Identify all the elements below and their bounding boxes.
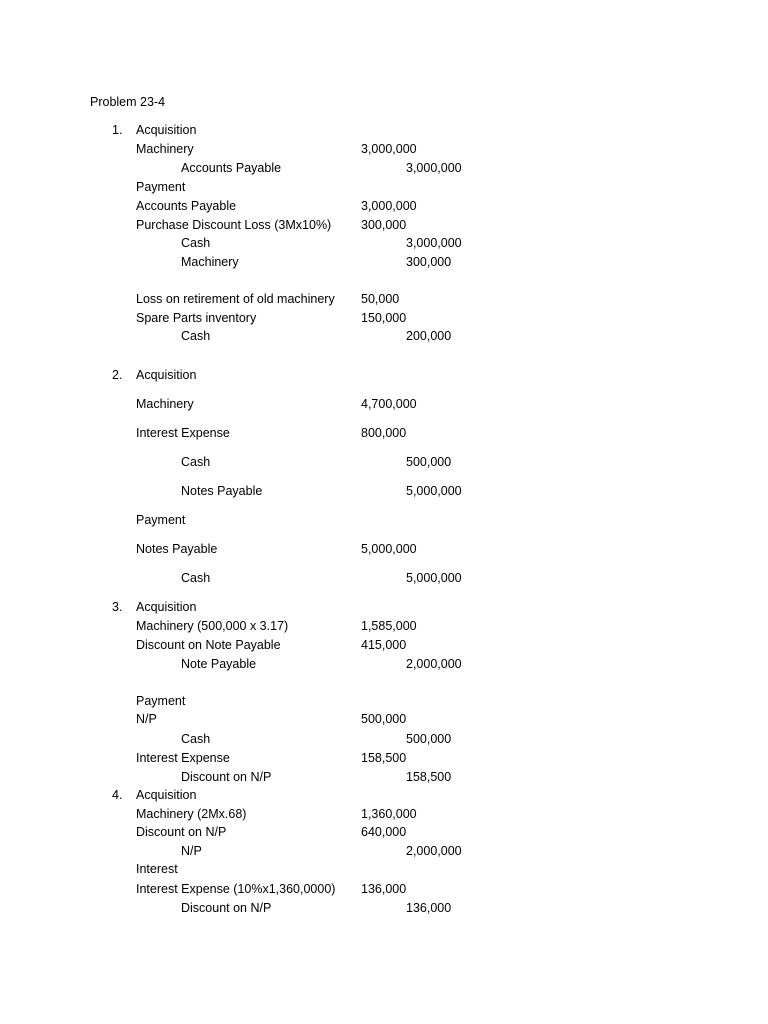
credit-amount: 300,000 bbox=[406, 255, 452, 269]
journal-line bbox=[0, 179, 768, 195]
account-label: Purchase Discount Loss (3Mx10%) bbox=[136, 218, 332, 232]
credit-account: N/P bbox=[181, 844, 202, 858]
credit-account: Accounts Payable bbox=[181, 161, 282, 175]
journal-line bbox=[0, 122, 768, 138]
credit-account: Cash bbox=[181, 236, 211, 250]
account-label: Discount on Note Payable bbox=[136, 638, 281, 652]
journal-line bbox=[0, 806, 768, 822]
credit-account: Discount on N/P bbox=[181, 901, 272, 915]
journal-line bbox=[0, 235, 768, 251]
debit-amount: 415,000 bbox=[361, 638, 407, 652]
journal-line bbox=[0, 843, 768, 859]
journal-line bbox=[0, 310, 768, 326]
journal-line bbox=[0, 731, 768, 747]
journal-line bbox=[0, 637, 768, 653]
item-number: 4. bbox=[112, 788, 123, 802]
account-label: Discount on N/P bbox=[136, 825, 227, 839]
journal-line bbox=[0, 254, 768, 270]
journal-line bbox=[0, 618, 768, 634]
journal-line bbox=[0, 328, 768, 344]
account-label: Payment bbox=[136, 513, 186, 527]
account-label: Spare Parts inventory bbox=[136, 311, 257, 325]
credit-amount: 2,000,000 bbox=[406, 657, 462, 671]
credit-account: Cash bbox=[181, 732, 211, 746]
journal-line bbox=[0, 861, 768, 877]
credit-account: Cash bbox=[181, 329, 211, 343]
debit-amount: 500,000 bbox=[361, 712, 407, 726]
credit-account: Discount on N/P bbox=[181, 770, 272, 784]
account-label: Acquisition bbox=[136, 123, 197, 137]
account-label: Loss on retirement of old machinery bbox=[136, 292, 335, 306]
credit-amount: 3,000,000 bbox=[406, 161, 462, 175]
credit-amount: 5,000,000 bbox=[406, 484, 462, 498]
account-label: N/P bbox=[136, 712, 157, 726]
account-label: Acquisition bbox=[136, 600, 197, 614]
credit-amount: 136,000 bbox=[406, 901, 452, 915]
credit-amount: 200,000 bbox=[406, 329, 452, 343]
item-number: 1. bbox=[112, 123, 123, 137]
page-title: Problem 23-4 bbox=[90, 95, 166, 109]
journal-line bbox=[0, 512, 768, 528]
debit-amount: 136,000 bbox=[361, 882, 407, 896]
journal-line bbox=[0, 769, 768, 785]
journal-line bbox=[0, 656, 768, 672]
account-label: Machinery bbox=[136, 397, 194, 411]
debit-amount: 1,360,000 bbox=[361, 807, 417, 821]
debit-amount: 640,000 bbox=[361, 825, 407, 839]
journal-line bbox=[0, 396, 768, 412]
account-label: Interest Expense bbox=[136, 426, 230, 440]
credit-amount: 158,500 bbox=[406, 770, 452, 784]
debit-amount: 50,000 bbox=[361, 292, 400, 306]
journal-line bbox=[0, 198, 768, 214]
account-label: Payment bbox=[136, 694, 186, 708]
debit-amount: 1,585,000 bbox=[361, 619, 417, 633]
account-label: Acquisition bbox=[136, 788, 197, 802]
account-label: Machinery (2Mx.68) bbox=[136, 807, 247, 821]
item-number: 3. bbox=[112, 600, 123, 614]
debit-amount: 800,000 bbox=[361, 426, 407, 440]
account-label: Acquisition bbox=[136, 368, 197, 382]
journal-line bbox=[0, 483, 768, 499]
account-label: Payment bbox=[136, 180, 186, 194]
account-label: Machinery bbox=[136, 142, 194, 156]
credit-account: Cash bbox=[181, 455, 211, 469]
credit-account: Machinery bbox=[181, 255, 239, 269]
account-label: Interest Expense bbox=[136, 751, 230, 765]
journal-line bbox=[0, 367, 768, 383]
journal-line bbox=[0, 599, 768, 615]
debit-amount: 158,500 bbox=[361, 751, 407, 765]
journal-line bbox=[0, 217, 768, 233]
debit-amount: 300,000 bbox=[361, 218, 407, 232]
journal-line bbox=[0, 541, 768, 557]
journal-line bbox=[0, 425, 768, 441]
journal-line bbox=[0, 824, 768, 840]
debit-amount: 3,000,000 bbox=[361, 199, 417, 213]
journal-line bbox=[0, 454, 768, 470]
credit-amount: 3,000,000 bbox=[406, 236, 462, 250]
credit-amount: 500,000 bbox=[406, 455, 452, 469]
credit-amount: 2,000,000 bbox=[406, 844, 462, 858]
item-number: 2. bbox=[112, 368, 123, 382]
journal-line bbox=[0, 291, 768, 307]
account-label: Notes Payable bbox=[136, 542, 218, 556]
account-label: Accounts Payable bbox=[136, 199, 237, 213]
debit-amount: 3,000,000 bbox=[361, 142, 417, 156]
debit-amount: 4,700,000 bbox=[361, 397, 417, 411]
journal-line bbox=[0, 711, 768, 727]
credit-account: Notes Payable bbox=[181, 484, 263, 498]
account-label: Machinery (500,000 x 3.17) bbox=[136, 619, 289, 633]
debit-amount: 5,000,000 bbox=[361, 542, 417, 556]
journal-line bbox=[0, 881, 768, 897]
journal-line bbox=[0, 900, 768, 916]
credit-amount: 5,000,000 bbox=[406, 571, 462, 585]
debit-amount: 150,000 bbox=[361, 311, 407, 325]
credit-account: Cash bbox=[181, 571, 211, 585]
credit-account: Note Payable bbox=[181, 657, 257, 671]
account-label: Interest Expense (10%x1,360,0000) bbox=[136, 882, 336, 896]
journal-line bbox=[0, 141, 768, 157]
journal-line bbox=[0, 693, 768, 709]
journal-line bbox=[0, 787, 768, 803]
journal-line bbox=[0, 160, 768, 176]
account-label: Interest bbox=[136, 862, 178, 876]
journal-line bbox=[0, 570, 768, 586]
credit-amount: 500,000 bbox=[406, 732, 452, 746]
journal-line bbox=[0, 750, 768, 766]
